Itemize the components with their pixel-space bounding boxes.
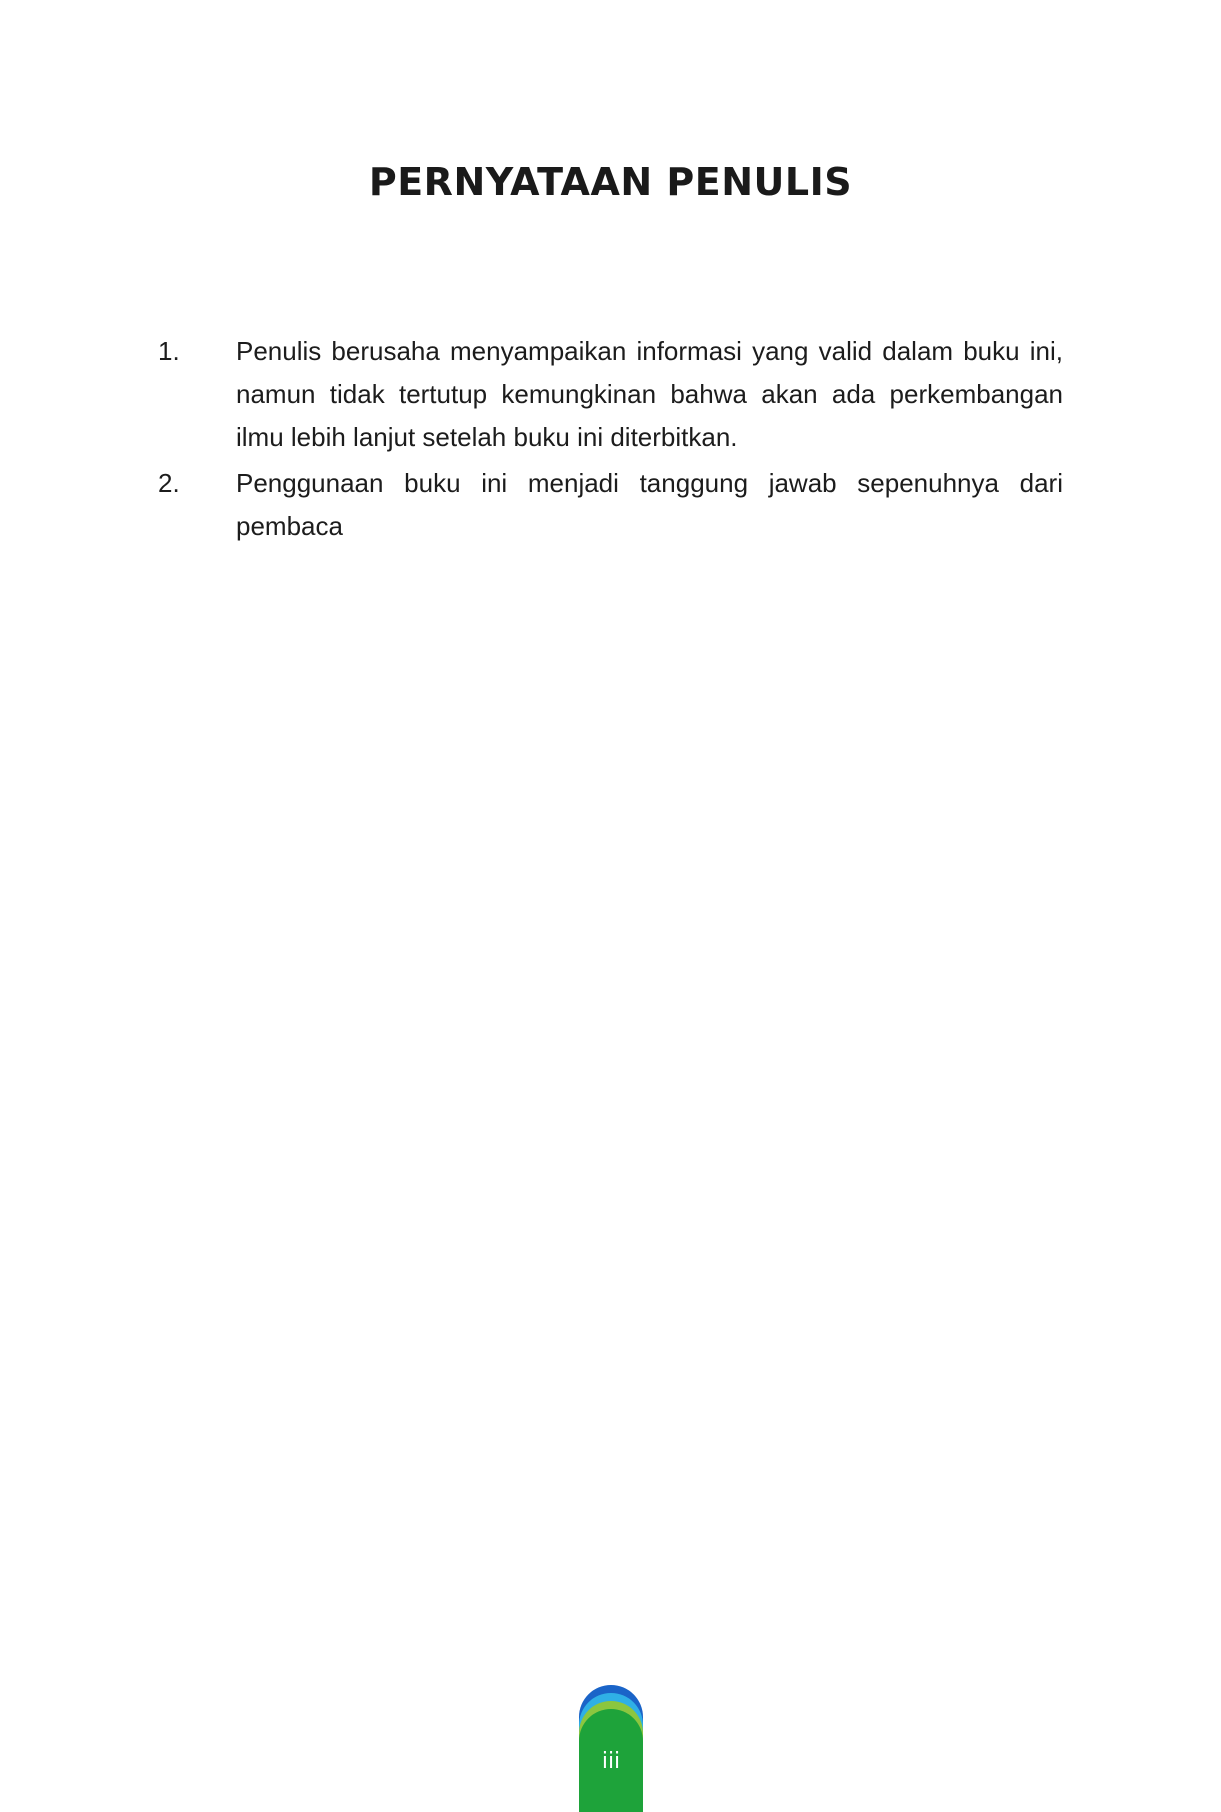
statement-number: 1. (158, 336, 180, 366)
page-number-tab (579, 1685, 643, 1812)
statement-text: Penulis berusaha menyampaikan informasi yang valid dalam buku ini, namun tidak tertutup kemungkinan bahwa akan ada perkembangan ilmu lebih lanjut setelah buku ini diterbitkan. (236, 336, 1063, 452)
statement-number: 2. (158, 468, 180, 498)
statement-item-1 (158, 330, 1063, 459)
statement-text: Penggunaan buku ini menjadi tanggung jawab sepenuhnya dari pembaca (236, 468, 1063, 541)
page-number: iii (601, 1749, 621, 1774)
statement-item-2 (158, 462, 1063, 548)
statement-list (158, 330, 1063, 551)
page-title: PERNYATAAN PENULIS (368, 160, 853, 204)
